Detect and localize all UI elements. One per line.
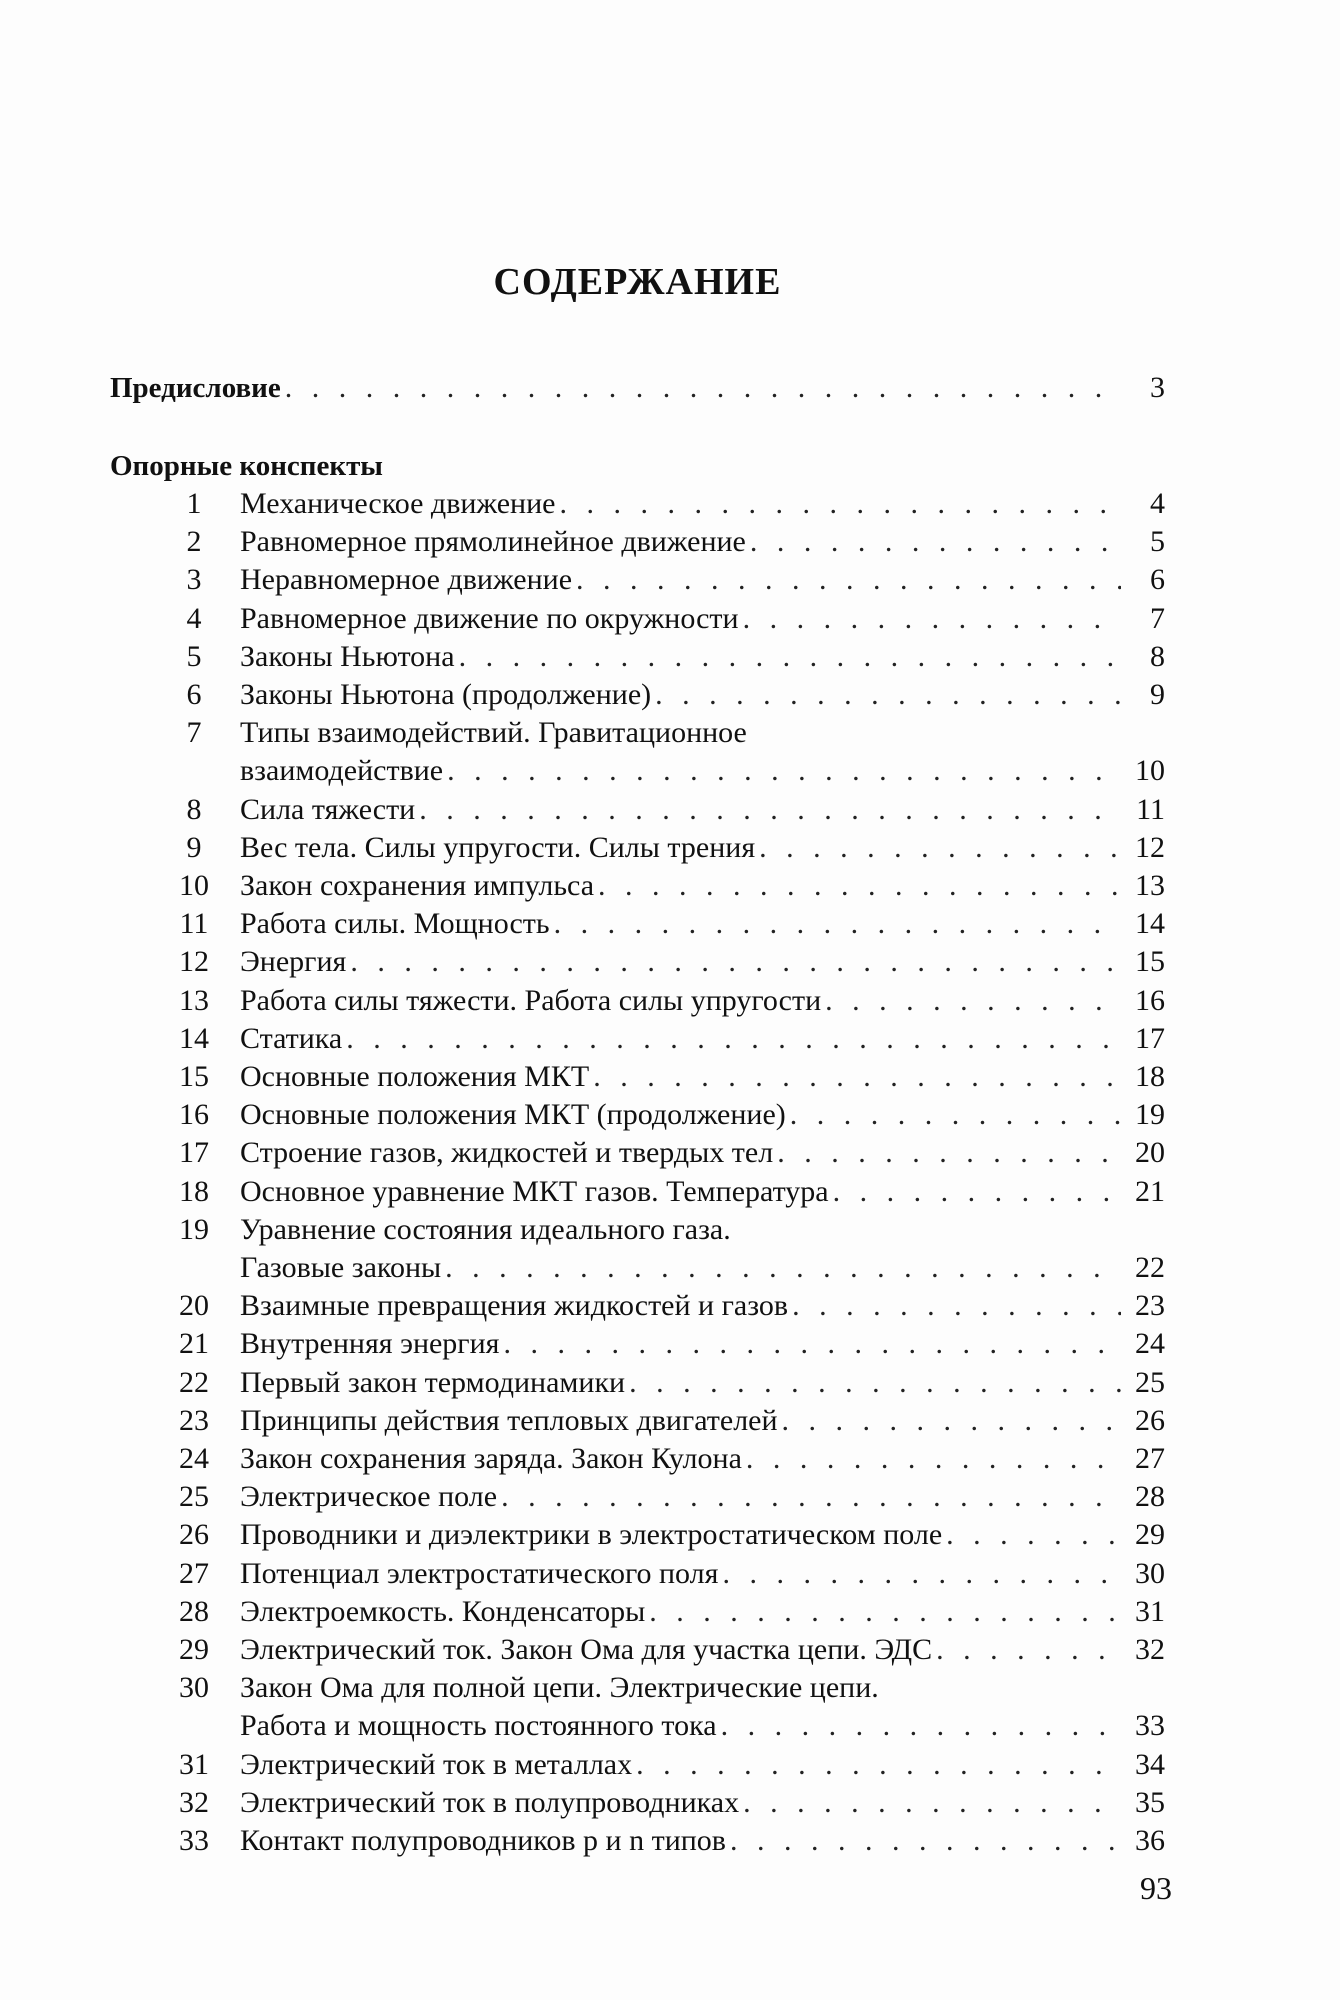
leader-dots: [833, 1174, 1121, 1210]
toc-entry: [150, 830, 1165, 866]
leader-dots: [792, 1288, 1121, 1324]
toc-entry-title: Типы взаимодействий. Гравитационное: [240, 716, 747, 750]
toc-entry-title: Внутренняя энергия: [240, 1327, 500, 1361]
toc-entry-title: Принципы действия тепловых двигателей: [240, 1403, 778, 1437]
leader-dots: [743, 601, 1121, 637]
toc-entry-page-number: 33: [1135, 1709, 1165, 1743]
toc-entry-page-number: 25: [1135, 1365, 1165, 1399]
toc-entry: [150, 1747, 1165, 1783]
toc-entry: [150, 1823, 1165, 1859]
toc-entry-page-number: 23: [1135, 1289, 1165, 1323]
toc-entry-title: Закон сохранения заряда. Закон Кулона: [240, 1442, 742, 1475]
toc-entry-number: 12: [179, 945, 209, 979]
leader-dots: [730, 1823, 1121, 1859]
toc-entry-title: Основные положения МКТ: [240, 1060, 590, 1093]
toc-entry-title: Статика: [240, 1021, 343, 1055]
preface-label: Предисловие: [110, 372, 281, 404]
toc-entry-page-number: 11: [1136, 792, 1165, 826]
leader-dots: [447, 753, 1121, 789]
toc-entry-page-number: 14: [1135, 907, 1165, 941]
toc-entry-title: Неравномерное движение: [240, 563, 573, 597]
leader-dots: [750, 524, 1121, 560]
toc-entry-page-number: 24: [1135, 1327, 1165, 1361]
toc-entry-title: Механическое движение: [240, 487, 556, 520]
toc-entry-number: 17: [179, 1136, 209, 1170]
toc-entry-number: 27: [179, 1556, 209, 1590]
toc-entry-page-number: 12: [1135, 830, 1165, 864]
leader-dots: [576, 562, 1121, 598]
toc-entry: [150, 1059, 1165, 1095]
leader-dots: [946, 1517, 1121, 1553]
toc-preface-row: [110, 370, 1165, 406]
toc-entry: [150, 1021, 1165, 1057]
toc-entry: [150, 1556, 1165, 1592]
toc-entry: [150, 1403, 1165, 1439]
toc-entry-title: Сила тяжести: [240, 792, 416, 826]
toc-entry-number: 13: [179, 983, 209, 1017]
toc-entry-number: 16: [179, 1098, 209, 1132]
toc-entry-page-number: 9: [1150, 678, 1165, 711]
toc-entry-number: 1: [186, 487, 202, 520]
toc-entry-title: Закон сохранения импульса: [240, 869, 595, 902]
toc-entry-title: Электрический ток в полупроводниках: [240, 1785, 740, 1819]
toc-entry-number: 26: [179, 1518, 209, 1552]
toc-entry: [150, 906, 1165, 942]
toc-entry-title: Электрическое поле: [240, 1480, 498, 1514]
toc-entry: [150, 486, 1165, 522]
toc-entry-page-number: 19: [1135, 1098, 1165, 1132]
toc-entry-number: 25: [179, 1480, 209, 1514]
toc-entry-page-number: 10: [1135, 754, 1165, 788]
leader-dots: [559, 486, 1121, 522]
toc-entry-number: 19: [179, 1212, 209, 1246]
toc-entry-title-continued: взаимодействие: [240, 754, 444, 788]
toc-entry-title: Равномерное движение по окружности: [240, 601, 739, 635]
toc-entry: [150, 1212, 1165, 1248]
leader-dots: [721, 1708, 1121, 1744]
toc-entry-number: 30: [179, 1671, 209, 1705]
toc-entry-number: 22: [179, 1365, 209, 1399]
toc-entry: [150, 601, 1165, 637]
toc-entry: [150, 1135, 1165, 1171]
toc-entry-page-number: 18: [1135, 1060, 1165, 1093]
toc-entry: [150, 715, 1165, 751]
toc-entry-page-number: 16: [1135, 983, 1165, 1017]
toc-entry-title: Работа силы тяжести. Работа силы упругости: [240, 983, 822, 1017]
leader-dots: [598, 868, 1121, 904]
toc-entry-page-number: 34: [1135, 1747, 1165, 1781]
leader-dots: [350, 944, 1121, 980]
toc-entry: [150, 868, 1165, 904]
toc-entry: [150, 562, 1165, 598]
toc-entry: [150, 1785, 1165, 1821]
leader-dots: [554, 906, 1121, 942]
toc-entry-title-continued: Газовые законы: [240, 1251, 442, 1284]
toc-entry-page-number: 4: [1150, 487, 1165, 520]
page-title: СОДЕРЖАНИЕ: [493, 261, 782, 303]
toc-entry-number: 33: [179, 1824, 209, 1857]
toc-entry-title: Проводники и диэлектрики в электростатическом поле: [240, 1518, 943, 1552]
toc-entry: [150, 1174, 1165, 1210]
toc-entry-title: Электроемкость. Конденсаторы: [240, 1594, 646, 1628]
toc-entry-number: 18: [179, 1174, 209, 1208]
toc-entry-page-number: 29: [1135, 1518, 1165, 1552]
leader-dots: [722, 1556, 1121, 1592]
toc-entry-number: 6: [186, 678, 202, 711]
toc-entry-title: Закон Ома для полной цепи. Электрические цепи.: [240, 1671, 879, 1705]
toc-entry-page-number: 15: [1135, 945, 1165, 979]
toc-entry: [150, 1479, 1165, 1515]
toc-entry-page-number: 21: [1135, 1174, 1165, 1208]
toc-entry-page-number: 27: [1135, 1442, 1165, 1475]
leader-dots: [593, 1059, 1121, 1095]
toc-entry-continuation: [240, 1708, 1165, 1744]
leader-dots: [629, 1365, 1121, 1401]
toc-entry-title: Работа силы. Мощность: [240, 907, 550, 941]
toc-entry-page-number: 5: [1150, 525, 1165, 559]
toc-entry-page-number: 28: [1135, 1480, 1165, 1514]
toc-entry-title: Основное уравнение МКТ газов. Температура: [240, 1174, 829, 1208]
toc-entry: [150, 1365, 1165, 1401]
toc-entry-title-continued: Работа и мощность постоянного тока: [240, 1709, 717, 1743]
toc-entry-title: Строение газов, жидкостей и твердых тел: [240, 1136, 774, 1170]
preface-page-number: 3: [1150, 371, 1165, 404]
leader-dots: [936, 1632, 1121, 1668]
toc-entry: [150, 1441, 1165, 1477]
toc-entry: [150, 792, 1165, 828]
leader-dots: [459, 639, 1121, 675]
toc-entry-title: Потенциал электростатического поля: [240, 1556, 719, 1590]
toc-entry-title: Взаимные превращения жидкостей и газов: [240, 1289, 789, 1323]
toc-entry-number: 3: [186, 563, 202, 597]
toc-entry-page-number: 35: [1135, 1785, 1165, 1819]
toc-entry: [150, 524, 1165, 560]
toc-entry-number: 10: [179, 869, 209, 902]
toc-entry: [150, 1097, 1165, 1133]
toc-entry-title: Законы Ньютона (продолжение): [240, 678, 652, 711]
toc-entry-number: 15: [179, 1060, 209, 1093]
leader-dots: [825, 983, 1121, 1019]
toc-entry-page-number: 8: [1150, 639, 1165, 673]
leader-dots: [285, 370, 1121, 406]
leader-dots: [782, 1403, 1121, 1439]
toc-entry: [150, 677, 1165, 713]
leader-dots: [743, 1785, 1121, 1821]
toc-entry: [150, 1517, 1165, 1553]
toc-entry: [150, 1288, 1165, 1324]
toc-entry-number: 7: [186, 716, 202, 750]
toc-entry-title: Первый закон термодинамики: [240, 1365, 626, 1399]
leader-dots: [790, 1097, 1121, 1133]
leader-dots: [746, 1441, 1121, 1477]
toc-entry-page-number: 30: [1135, 1556, 1165, 1590]
toc-entry-page-number: 7: [1150, 601, 1165, 635]
toc-entry-title: Электрический ток в металлах: [240, 1747, 633, 1781]
toc-entry-title: Законы Ньютона: [240, 639, 455, 673]
toc-entry-number: 14: [179, 1021, 209, 1055]
toc-entry-number: 31: [179, 1747, 209, 1781]
toc-entry-title: Контакт полупроводников p и n типов: [240, 1824, 726, 1857]
toc-entry-number: 8: [186, 792, 202, 826]
toc-entry: [150, 983, 1165, 1019]
toc-entry-page-number: 36: [1135, 1824, 1165, 1857]
toc-entry-page-number: 17: [1135, 1021, 1165, 1055]
toc-entry-title: Равномерное прямолинейное движение: [240, 525, 746, 559]
section-heading: Опорные конспекты: [110, 450, 383, 482]
toc-entry: [150, 1670, 1165, 1706]
toc-entry-title: Основные положения МКТ (продолжение): [240, 1098, 786, 1132]
toc-entry-page-number: 22: [1135, 1251, 1165, 1284]
toc-entry-page-number: 20: [1135, 1136, 1165, 1170]
toc-entry: [150, 1594, 1165, 1630]
toc-entry-number: 9: [186, 830, 202, 864]
toc-entry-page-number: 26: [1135, 1403, 1165, 1437]
toc-entry-number: 29: [179, 1633, 209, 1666]
toc-entry: [150, 944, 1165, 980]
leader-dots: [445, 1250, 1121, 1286]
toc-entry-continuation: [240, 753, 1165, 789]
toc-entry-number: 11: [179, 907, 209, 941]
leader-dots: [346, 1021, 1121, 1057]
toc-entry-number: 32: [179, 1785, 209, 1819]
toc-entry-number: 20: [179, 1289, 209, 1323]
toc-entry-page-number: 31: [1135, 1594, 1165, 1628]
toc-entry-title: Вес тела. Силы упругости. Силы трения: [240, 830, 756, 864]
leader-dots: [419, 792, 1121, 828]
leader-dots: [501, 1479, 1121, 1515]
toc-entry-number: 24: [179, 1442, 209, 1475]
page-folio: 93: [1140, 1870, 1172, 1906]
toc-entry-number: 5: [186, 639, 202, 673]
leader-dots: [636, 1747, 1121, 1783]
toc-entry-number: 2: [186, 525, 202, 559]
toc-entry: [150, 1326, 1165, 1362]
toc-entry-title: Электрический ток. Закон Ома для участка цепи. ЭДС: [240, 1633, 933, 1666]
toc-entry-number: 28: [179, 1594, 209, 1628]
toc-entry-page-number: 32: [1135, 1633, 1165, 1666]
toc-entry-title: Уравнение состояния идеального газа.: [240, 1212, 731, 1246]
toc-entry-number: 23: [179, 1403, 209, 1437]
leader-dots: [503, 1326, 1121, 1362]
leader-dots: [655, 677, 1121, 713]
toc-entry-page-number: 13: [1135, 869, 1165, 902]
leader-dots: [777, 1135, 1121, 1171]
toc-entry: [150, 639, 1165, 675]
toc-entry-number: 21: [179, 1327, 209, 1361]
leader-dots: [759, 830, 1121, 866]
leader-dots: [649, 1594, 1121, 1630]
toc-entry-page-number: 6: [1150, 563, 1165, 597]
toc-entry: [150, 1632, 1165, 1668]
toc-entry-continuation: [240, 1250, 1165, 1286]
toc-entry-title: Энергия: [240, 945, 347, 979]
toc-entry-number: 4: [186, 601, 202, 635]
